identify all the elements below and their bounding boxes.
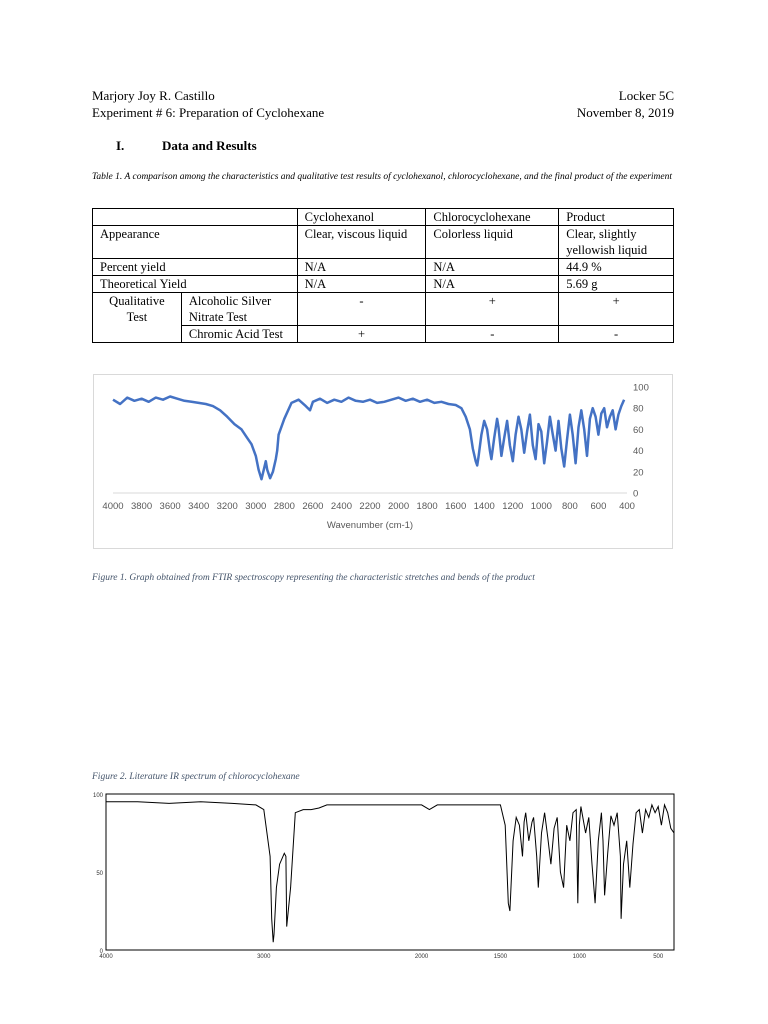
section-title: Data and Results xyxy=(162,138,257,153)
table-row xyxy=(93,226,674,259)
x-tick-label: 1800 xyxy=(416,501,438,512)
table-header-row xyxy=(93,209,674,226)
figure2-caption: Figure 2. Literature IR spectrum of chlorocyclohexane xyxy=(92,772,300,782)
x-tick-label: 3000 xyxy=(245,501,267,512)
table-cell: N/A xyxy=(426,259,559,276)
x-tick-label: 1500 xyxy=(493,954,508,960)
test-result: - xyxy=(559,326,674,343)
x-tick-label: 2000 xyxy=(387,501,410,512)
table-cell: N/A xyxy=(426,276,559,293)
x-tick-label: 3400 xyxy=(188,501,210,512)
comparison-table xyxy=(92,208,674,343)
column-header: Cyclohexanol xyxy=(297,209,426,226)
y-tick-label: 50 xyxy=(96,871,103,877)
test-name: Chromic Acid Test xyxy=(181,326,297,343)
y-tick-label: 100 xyxy=(633,382,649,394)
x-tick-label: 3600 xyxy=(159,501,181,512)
report-date: November 8, 2019 xyxy=(576,105,674,120)
literature-ir-chart xyxy=(92,790,676,960)
y-tick-label: 80 xyxy=(633,403,644,415)
table-cell: N/A xyxy=(297,259,426,276)
qualitative-test-label: Qualitative Test xyxy=(93,293,182,343)
literature-spectrum-line xyxy=(106,802,674,942)
table-row xyxy=(93,276,674,293)
x-tick-label: 4000 xyxy=(99,954,113,960)
x-tick-label: 1000 xyxy=(530,501,552,512)
literature-ir-chart-svg xyxy=(92,790,676,960)
table-cell: N/A xyxy=(297,276,426,293)
row-label: Theoretical Yield xyxy=(93,276,298,293)
table-cell: Clear, viscous liquid xyxy=(297,226,426,259)
x-tick-label: 3200 xyxy=(216,501,238,512)
y-tick-label: 20 xyxy=(633,467,644,479)
row-label: Appearance xyxy=(93,226,298,259)
x-tick-label: 4000 xyxy=(102,501,124,512)
x-tick-label: 1200 xyxy=(502,501,524,512)
y-tick-label: 100 xyxy=(92,793,103,799)
column-header: Chlorocyclohexane xyxy=(426,209,559,226)
y-tick-label: 40 xyxy=(633,446,644,458)
x-tick-label: 2200 xyxy=(359,501,381,512)
test-result: + xyxy=(297,326,426,343)
x-axis-label: Wavenumber (cm-1) xyxy=(326,520,414,531)
x-tick-label: 1400 xyxy=(473,501,495,512)
test-result: + xyxy=(559,293,674,326)
table-row xyxy=(93,259,674,276)
ftir-product-chart-svg xyxy=(94,375,672,548)
experiment-title: Experiment # 6: Preparation of Cyclohexane xyxy=(92,105,325,120)
x-tick-label: 1600 xyxy=(445,501,467,512)
test-result: - xyxy=(426,326,559,343)
y-tick-label: 60 xyxy=(633,424,644,436)
x-tick-label: 400 xyxy=(619,501,635,512)
table-cell: Clear, slightly yellowish liquid xyxy=(559,226,674,259)
x-tick-label: 2000 xyxy=(414,954,429,960)
figure1-caption: Figure 1. Graph obtained from FTIR spectroscopy representing the characteristic stretches and bends of the product xyxy=(92,573,535,583)
test-result: + xyxy=(426,293,559,326)
test-result: - xyxy=(297,293,426,326)
x-tick-label: 600 xyxy=(590,501,607,512)
x-tick-label: 2800 xyxy=(273,501,295,512)
table-row xyxy=(93,293,674,326)
y-tick-label: 0 xyxy=(633,488,639,500)
table-corner-cell xyxy=(93,209,298,226)
table-caption: Table 1. A comparison among the characteristics and qualitative test results of cyclohexanol, chlorocyclohexane, and the final product of the experiment xyxy=(92,172,673,182)
x-tick-label: 500 xyxy=(653,954,664,960)
table-cell: 44.9 % xyxy=(559,259,674,276)
column-header: Product xyxy=(559,209,674,226)
product-spectrum-line xyxy=(113,397,624,480)
x-tick-label: 800 xyxy=(561,501,578,512)
table-cell: 5.69 g xyxy=(559,276,674,293)
x-tick-label: 1000 xyxy=(572,954,587,960)
row-label: Percent yield xyxy=(93,259,298,276)
ftir-product-chart xyxy=(93,374,673,549)
section-number: I. xyxy=(116,138,125,153)
x-tick-label: 2400 xyxy=(330,501,353,512)
test-name: Alcoholic Silver Nitrate Test xyxy=(181,293,297,326)
locker-number: Locker 5C xyxy=(618,88,674,103)
x-tick-label: 3000 xyxy=(257,954,271,960)
table-cell: Colorless liquid xyxy=(426,226,559,259)
y-tick-label: 0 xyxy=(99,949,103,955)
x-tick-label: 2600 xyxy=(302,501,324,512)
x-tick-label: 3800 xyxy=(130,501,153,512)
author-name: Marjory Joy R. Castillo xyxy=(92,88,215,103)
